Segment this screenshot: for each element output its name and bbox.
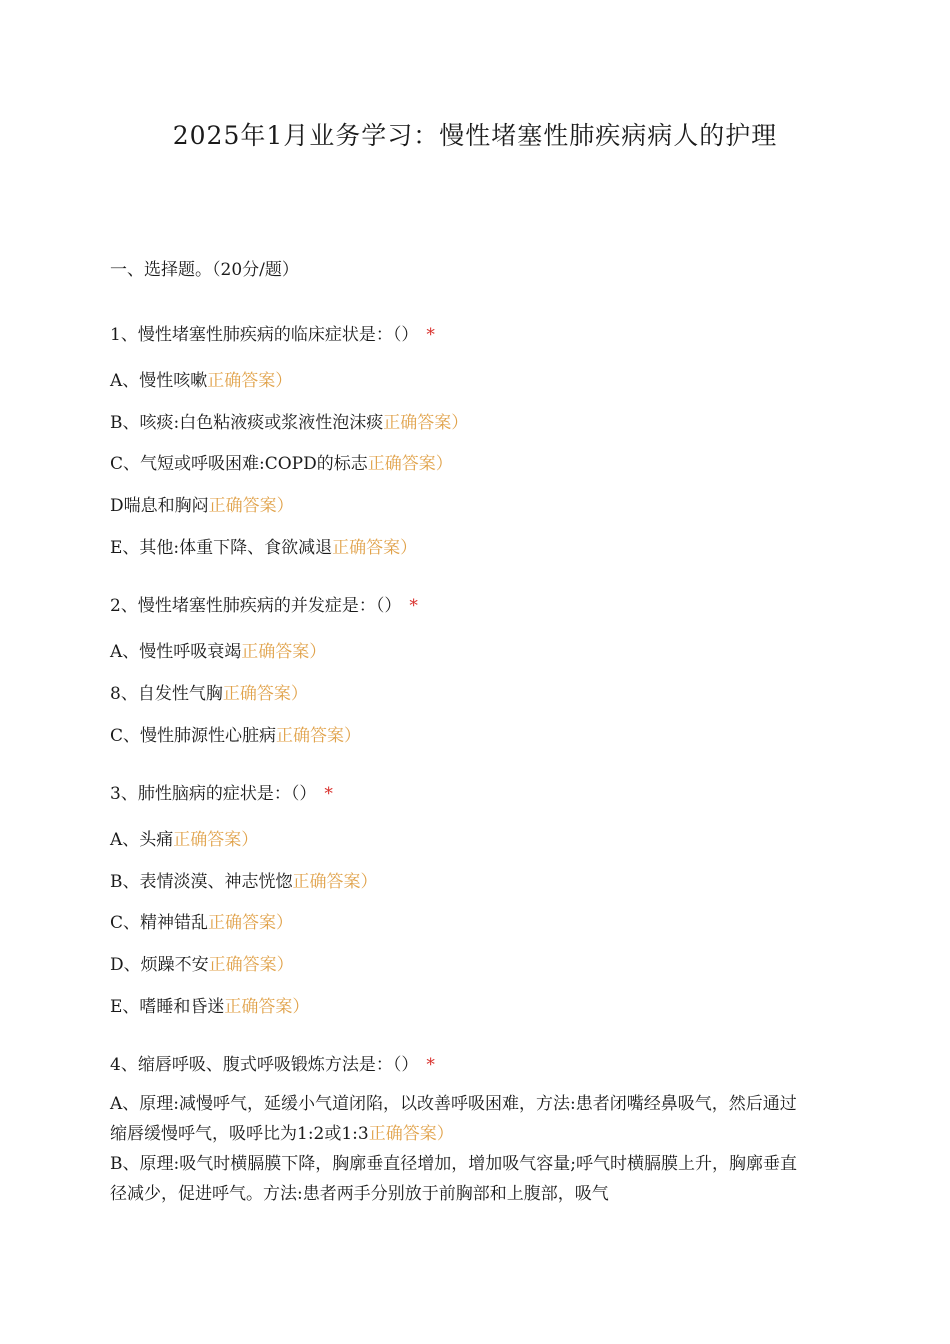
option-text: D喘息和胸闷 bbox=[110, 496, 209, 516]
option[interactable] bbox=[110, 721, 361, 746]
option-text: B、咳痰:白色粘液痰或浆液性泡沫痰 bbox=[110, 413, 384, 433]
correct-answer-label: 正确答案） bbox=[332, 538, 418, 558]
correct-answer-label: 正确答案） bbox=[241, 642, 327, 662]
document-title: 2025年1月业务学习：慢性堵塞性肺疾病病人的护理 bbox=[172, 121, 778, 150]
option-text: C、精神错乱 bbox=[110, 913, 209, 933]
required-star: * bbox=[426, 325, 435, 345]
option-text: A、慢性呼吸衰竭 bbox=[110, 642, 242, 662]
required-star: * bbox=[426, 1055, 435, 1075]
correct-answer-label: 正确答案） bbox=[173, 830, 259, 850]
option[interactable] bbox=[110, 533, 417, 558]
option[interactable] bbox=[110, 408, 468, 433]
required-star: * bbox=[324, 784, 333, 804]
option-text: B、原理:吸气时横膈膜下降，胸廓垂直径增加，增加吸气容量;呼气时横膈膜上升，胸廓垂直径减少，促进呼气。方法:患者两手分别放于前胸部和上腹部，吸气 bbox=[110, 1154, 797, 1204]
correct-answer-label: 正确答案） bbox=[208, 913, 294, 933]
question-text: 3、肺性脑病的症状是：（） bbox=[110, 784, 317, 804]
question-text: 2、慢性堵塞性肺疾病的并发症是：（） bbox=[110, 596, 402, 616]
option-text: A、头痛 bbox=[110, 830, 174, 850]
option[interactable] bbox=[110, 1149, 810, 1209]
correct-answer-label: 正确答案） bbox=[367, 454, 453, 474]
option-text: C、慢性肺源性心脏病 bbox=[110, 726, 277, 746]
correct-answer-label: 正确答案） bbox=[222, 684, 308, 704]
option[interactable] bbox=[110, 825, 258, 850]
correct-answer-label: 正确答案） bbox=[383, 413, 469, 433]
correct-answer-label: 正确答案） bbox=[208, 496, 294, 516]
option[interactable] bbox=[110, 950, 294, 975]
question-3 bbox=[110, 779, 333, 804]
correct-answer-label: 正确答案） bbox=[208, 955, 294, 975]
option[interactable] bbox=[110, 867, 378, 892]
correct-answer-label: 正确答案） bbox=[292, 872, 378, 892]
question-text: 4、缩唇呼吸、腹式呼吸锻炼方法是：（） bbox=[110, 1055, 419, 1075]
option-text: A、慢性咳嗽 bbox=[110, 371, 208, 391]
section-heading: 一、选择题。（20分/题） bbox=[110, 260, 299, 280]
option[interactable] bbox=[110, 679, 308, 704]
option-text: B、表情淡漠、神志恍惚 bbox=[110, 872, 293, 892]
option-text: D、烦躁不安 bbox=[110, 955, 209, 975]
option[interactable] bbox=[110, 992, 309, 1017]
correct-answer-label: 正确答案） bbox=[276, 726, 362, 746]
question-2 bbox=[110, 591, 418, 616]
correct-answer-label: 正确答案） bbox=[224, 997, 310, 1017]
question-1 bbox=[110, 320, 435, 345]
option[interactable] bbox=[110, 366, 292, 391]
question-4 bbox=[110, 1050, 435, 1075]
option-text: C、气短或呼吸困难:COPD的标志 bbox=[110, 454, 368, 474]
required-star: * bbox=[409, 596, 418, 616]
option[interactable] bbox=[110, 908, 293, 933]
option-text: E、其他:体重下降、食欲减退 bbox=[110, 538, 333, 558]
option-text: A、原理:减慢呼气，延缓小气道闭陷，以改善呼吸困难，方法:患者闭嘴经鼻吸气，然后通过缩唇缓慢呼气，吸呼比为1:2或1:3 bbox=[110, 1094, 797, 1144]
option-text: E、嗜睡和昏迷 bbox=[110, 997, 225, 1017]
option[interactable] bbox=[110, 1089, 810, 1149]
option[interactable] bbox=[110, 637, 326, 662]
question-text: 1、慢性堵塞性肺疾病的临床症状是：（） bbox=[110, 325, 419, 345]
correct-answer-label: 正确答案） bbox=[368, 1124, 454, 1144]
correct-answer-label: 正确答案） bbox=[207, 371, 293, 391]
option[interactable] bbox=[110, 449, 453, 474]
option[interactable] bbox=[110, 491, 294, 516]
option-text: 8、自发性气胸 bbox=[110, 684, 223, 704]
